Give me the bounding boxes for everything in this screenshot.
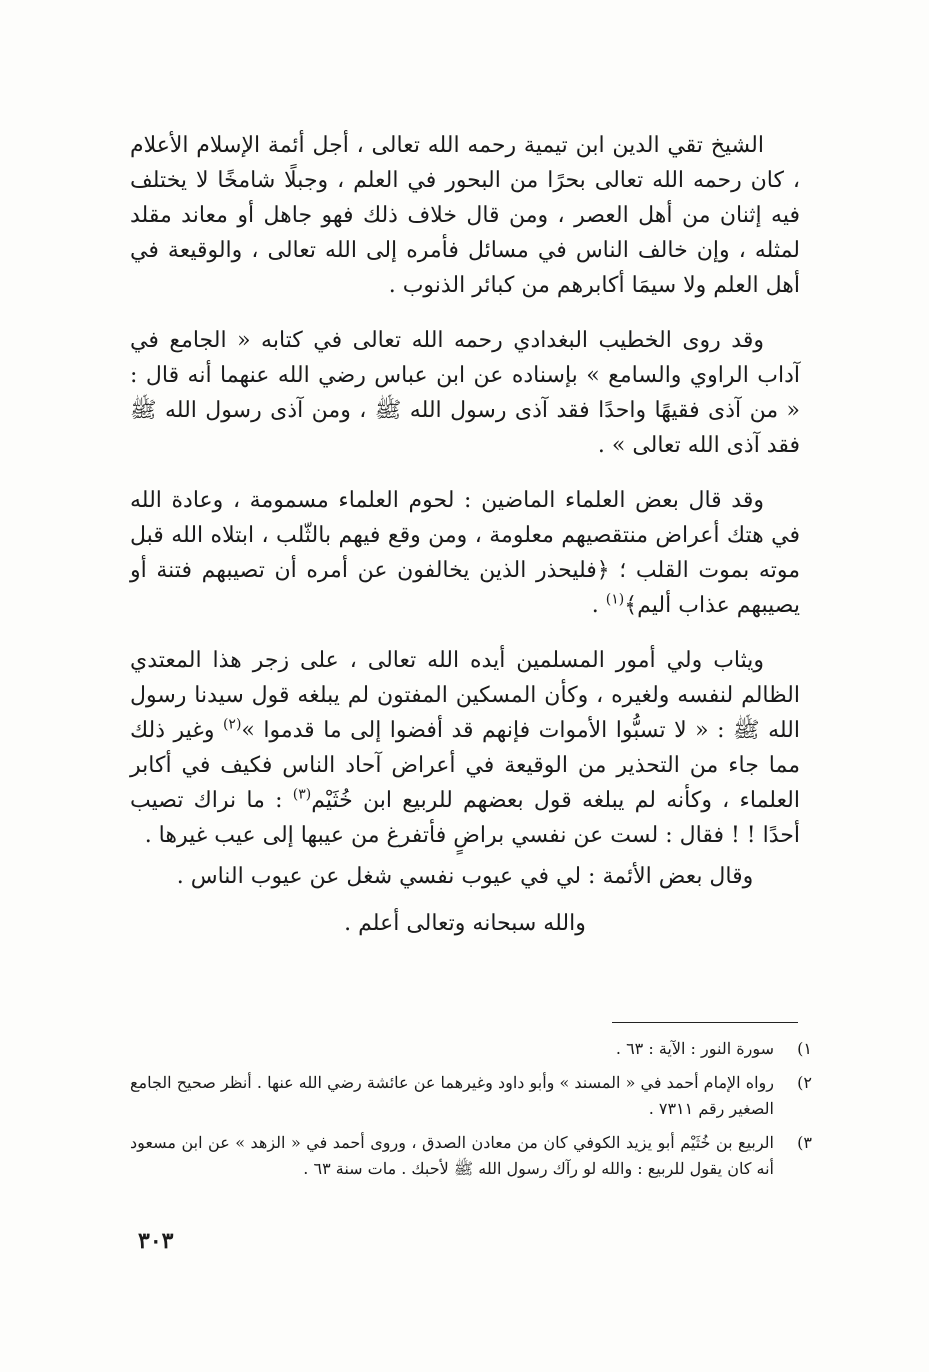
quote-imams: وقال بعض الأئمة : لي في عيوب نفسي شغل عن عيوب الناس . — [176, 864, 754, 889]
paragraph-text: : ما نراك تصيب أحدًا ! ! فقال : لست عن نفسي براضٍ فأتفرغ من عيبها إلى عيب غيرها . — [130, 788, 800, 848]
footnotes — [130, 1036, 812, 1190]
footnote-3 — [130, 1130, 812, 1182]
paragraph-ruler — [130, 643, 800, 853]
paragraph-text: الشيخ تقي الدين ابن تيمية رحمه الله تعالى ، أجل أئمة الإسلام الأعلام ، كان رحمه الله تعالى بحرًا من البحور في العلم ، وجبلًا شامخًا لا يختلف فيه إثنان من أهل العصر ، ومن قال خلاف ذلك فهو جاهل أو معاند مقلد لمثله ، وإن خالف الناس في مسائل فأمره إلى الله تعالى ، والوقيعة في أهل العلم ولا سيمَا أكابرهم من كبائر الذنوب . — [130, 133, 800, 298]
paragraph-ibn-taymiyyah — [130, 128, 800, 303]
paragraph-scholars-flesh — [130, 483, 800, 623]
paragraph-text: وقد روى الخطيب البغدادي رحمه الله تعالى في كتابه « الجامع في آداب الراوي والسامع » بإسناده عن ابن عباس رضي الله عنهما أنه قال : « من آذى فقيهًا واحدًا فقد آذى رسول الله ﷺ ، ومن آذى رسول الله ﷺ فقد آذى الله تعالى » . — [130, 328, 800, 458]
footnote-1 — [130, 1036, 812, 1062]
footnote-ref-2: (٢) — [222, 716, 242, 733]
closing-line: والله سبحانه وتعالى أعلم . — [344, 911, 586, 936]
footnote-ref-3: (٣) — [292, 786, 312, 803]
page-number: ٣٠٣ — [138, 1228, 174, 1254]
footnote-number: ٣) — [797, 1133, 812, 1152]
main-text — [130, 128, 800, 953]
footnote-2 — [130, 1070, 812, 1122]
paragraph-end: . — [591, 593, 606, 618]
paragraph-khatib — [130, 323, 800, 463]
footnote-number: ١) — [797, 1039, 812, 1058]
footnote-text: سورة النور : الآية : ٦٣ . — [615, 1039, 774, 1058]
footnote-text: الربيع بن خُثَيْم أبو يزيد الكوفي كان من معادن الصدق ، وروى أحمد في « الزهد » عن ابن مسعود أنه كان يقول للربيع : والله لو رآك رسول الله ﷺ لأحبك . مات سنة ٦٣ . — [130, 1133, 774, 1178]
paragraph-text: وقد قال بعض العلماء الماضين : لحوم العلماء مسمومة ، وعادة الله في هتك أعراض منتقصيهم معلومة ، ومن وقع فيهم بالثّلب ، ابتلاه الله قبل موته بموت القلب ؛ ﴿فليحذر الذين يخالفون عن أمره أن تصيبهم فتنة أو يصيبهم عذاب أليم﴾ — [130, 488, 800, 618]
footnote-divider — [612, 1022, 798, 1023]
footnote-text: رواه الإمام أحمد في « المسند » وأبو داود وغيرهما عن عائشة رضي الله عنها . أنظر صحيح الجامع الصغير رقم ٧٣١١ . — [130, 1073, 774, 1118]
paragraph-text: ويثاب ولي أمور المسلمين أيده الله تعالى ، على زجر هذا المعتدي الظالم لنفسه ولغيره ، وكأن المسكين المفتون لم يبلغه قول سيدنا رسول الله ﷺ : « لا تسبُّوا الأموات فإنهم قد أفضوا إلى ما قدموا » — [130, 648, 800, 743]
footnote-number: ٢) — [797, 1073, 812, 1092]
paragraph-text: وغير ذلك مما جاء من التحذير من الوقيعة في أعراض آحاد الناس فكيف في أكابر العلماء ، وكأنه لم يبلغه قول بعضهم للربيع ابن خُثَيْم — [130, 718, 800, 813]
footnote-ref-1: (١) — [605, 591, 625, 608]
